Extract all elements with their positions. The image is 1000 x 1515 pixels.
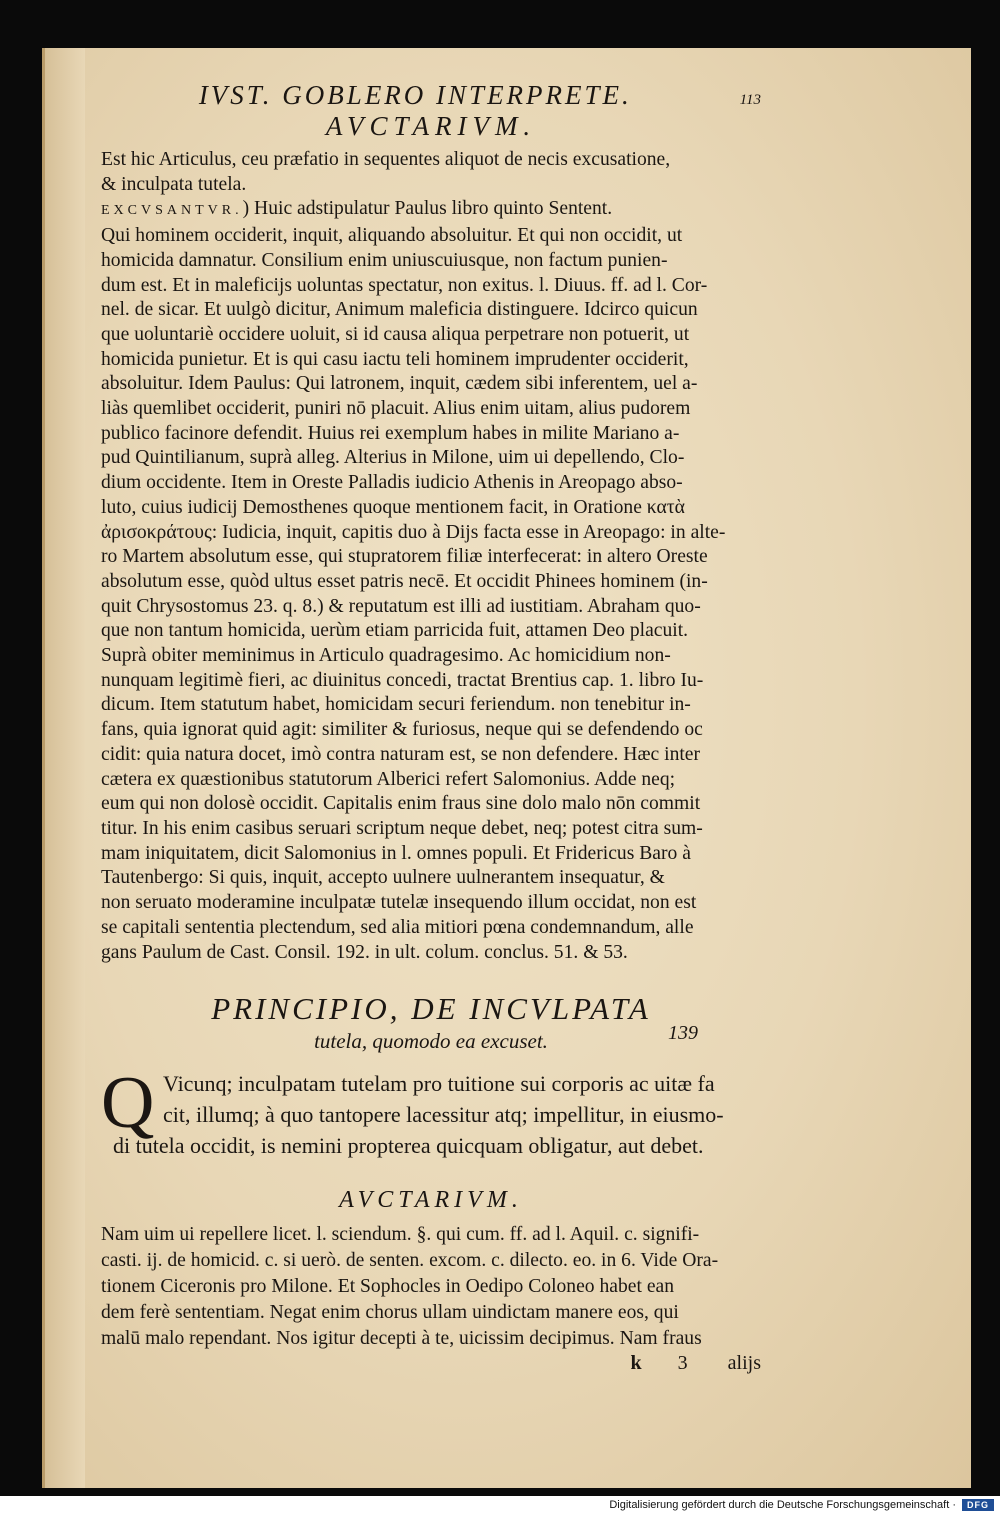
text-line: & inculpata tutela. <box>101 173 247 195</box>
section-heading: PRINCIPIO, DE INCVLPATA <box>211 991 651 1027</box>
law-line: di tutela occidit, is nemini propterea quicquam obligatur, aut debet. <box>113 1133 704 1159</box>
page-spine-shadow <box>45 48 85 1488</box>
text-line: nunquam legitimè fieri, ac diuinitus concedi, tractat Brentius cap. 1. libro Iu- <box>101 669 704 691</box>
running-head-title: IVST. GOBLERO INTERPRETE. <box>198 80 632 110</box>
text-line: gans Paulum de Cast. Consil. 192. in ult. colum. conclus. 51. & 53. <box>101 941 628 963</box>
law-text <box>101 1062 761 1161</box>
text-line: absolutum esse, quòd ultus esset patris necē. Et occidit Phinees hominem (in- <box>101 570 708 592</box>
signature-line <box>101 1352 761 1375</box>
text-line: nel. de sicar. Et uulgò dicitur, Animum maleficia distinguere. Idcirco quicun <box>101 299 698 321</box>
page-content <box>101 80 761 1375</box>
section-subheading: tutela, quomodo ea excuset. <box>314 1029 548 1054</box>
law-line: cit, illumq; à quo tantopere lacessitur atq; impellitur, in eiusmo- <box>163 1102 724 1128</box>
text-line: pud Quintilianum, suprà alleg. Alterius in Milone, uim ui depellendo, Clo- <box>101 447 685 469</box>
law-line: Vicunq; inculpatam tutelam pro tuitione sui corporis ac uitæ fa <box>163 1071 715 1097</box>
signature-mark: k <box>630 1352 642 1375</box>
signature-number: 3 <box>677 1352 688 1375</box>
text-line: Est hic Articulus, ceu præfatio in sequentes aliquot de necis excusatione, <box>101 149 671 170</box>
funding-note: Digitalisierung gefördert durch die Deutsche Forschungsgemeinschaft · <box>609 1499 956 1511</box>
text-line: titur. In his enim casibus seruari scriptum neque debet, neq; potest citra sum- <box>101 817 703 839</box>
paragraph-nam-uim <box>101 1222 761 1352</box>
text-line: homicida damnatur. Consilium enim uniuscuiusque, non factum punien- <box>101 249 668 271</box>
text-line: eum qui non dolosè occidit. Capitalis enim fraus sine dolo malo nōn commit <box>101 793 701 815</box>
text-line: Suprà obiter meminimus in Articulo quadragesimo. Ac homicidium non- <box>101 645 671 667</box>
text-line: quit Chrysostomus 23. q. 8.) & reputatum est illi ad iustitiam. Abraham quo- <box>101 595 701 617</box>
text-line: cætera ex quæstionibus statutorum Alberici refert Salomonius. Adde neq; <box>101 768 676 790</box>
text-line: malū malo rependant. Nos igitur decepti à te, uicissim decipimus. Nam fraus <box>101 1328 702 1350</box>
catchword: alijs <box>727 1352 761 1375</box>
text-line: luto, cuius iudicij Demosthenes quoque mentionem facit, in Oratione κατὰ <box>101 496 685 518</box>
lemma-smallcaps: EXCVSANTVR. <box>101 203 243 219</box>
auctarium-heading-2: AVCTARIVM. <box>339 1187 523 1214</box>
text-line: Tautenbergo: Si quis, inquit, accepto uulnere uulnerantem insequatur, & <box>101 867 665 889</box>
text-line: dem ferè sententiam. Negat enim chorus ullam uindictam manere eos, qui <box>101 1302 679 1324</box>
text-line: dum est. Et in maleficijs uoluntas spectatur, non exitus. l. Diuus. ff. ad l. Cor- <box>101 274 708 296</box>
auctarium-heading-1: AVCTARIVM. <box>325 111 537 141</box>
margin-article-number: 139 <box>668 1022 698 1044</box>
text-line: que non tantum homicida, uerùm etiam parricida fuit, attamen Deo placuit. <box>101 620 689 642</box>
text-line: ἀρισοκράτους: Iudicia, inquit, capitis duo à Dijs facta esse in Areopago: in alte- <box>101 521 726 543</box>
paragraph-excusantur <box>101 197 761 965</box>
drop-cap-initial: Q <box>101 1062 155 1145</box>
text-line: dium occidente. Item in Oreste Palladis iudicio Athenis in Areopago abso- <box>101 472 683 494</box>
text-line: liàs quemlibet occiderit, puniri nō placuit. Alius enim uitam, alius pudorem <box>101 398 691 420</box>
book-page <box>42 48 971 1488</box>
text-line: dicum. Item statutum habet, homicidam securi feriendum. non tenebitur in- <box>101 694 691 716</box>
dfg-logo: DFG <box>962 1499 994 1511</box>
text-line: tionem Ciceronis pro Milone. Et Sophocles in Oedipo Coloneo habet ean <box>101 1276 675 1298</box>
running-head <box>101 80 761 111</box>
text-line: mam iniquitatem, dicit Salomonius in l. omnes populi. Et Fridericus Baro à <box>101 842 691 864</box>
text-line: publico facinore defendit. Huius rei exemplum habes in milite Mariano a- <box>101 422 680 444</box>
text-line: non seruato moderamine inculpatæ tutelæ insequendo illum occidat, non est <box>101 892 697 914</box>
text-line: casti. ij. de homicid. c. si uerò. de senten. excom. c. dilecto. eo. in 6. Vide Ora- <box>101 1250 719 1272</box>
text-line: homicida punietur. Et is qui casu iactu teli hominem imprudenter occiderit, <box>101 348 689 370</box>
page-number: 113 <box>739 92 761 108</box>
text-line: fans, quia ignorat quid agit: similiter & furiosus, neque qui se defendendo oc <box>101 719 703 741</box>
text-line: Nam uim ui repellere licet. l. sciendum. §. qui cum. ff. ad l. Aquil. c. signifi- <box>101 1224 700 1246</box>
text-line <box>101 197 761 224</box>
paragraph-preface <box>101 148 761 197</box>
text-line: se capitali sententia plectendum, sed alia mitiori pœna condemnandum, alle <box>101 916 694 938</box>
text-line: cidit: quia natura docet, imò contra naturam est, se non defendere. Hæc inter <box>101 743 701 765</box>
text-line: Qui hominem occiderit, inquit, aliquando absoluitur. Et qui non occidit, ut <box>101 225 683 247</box>
digitization-footer <box>0 1496 1000 1515</box>
text-line: absoluitur. Idem Paulus: Qui latronem, inquit, cædem sibi inferentem, uel a- <box>101 373 698 395</box>
text-line-remainder: ) Huic adstipulatur Paulus libro quinto Sentent. <box>242 198 613 220</box>
text-line: ro Martem absolutum esse, qui stupratorem filiæ interfecerat: in altero Oreste <box>101 546 708 568</box>
text-line: que uoluntariè occidere uoluit, si id causa aliqua perpetrare non potuerit, ut <box>101 323 690 345</box>
